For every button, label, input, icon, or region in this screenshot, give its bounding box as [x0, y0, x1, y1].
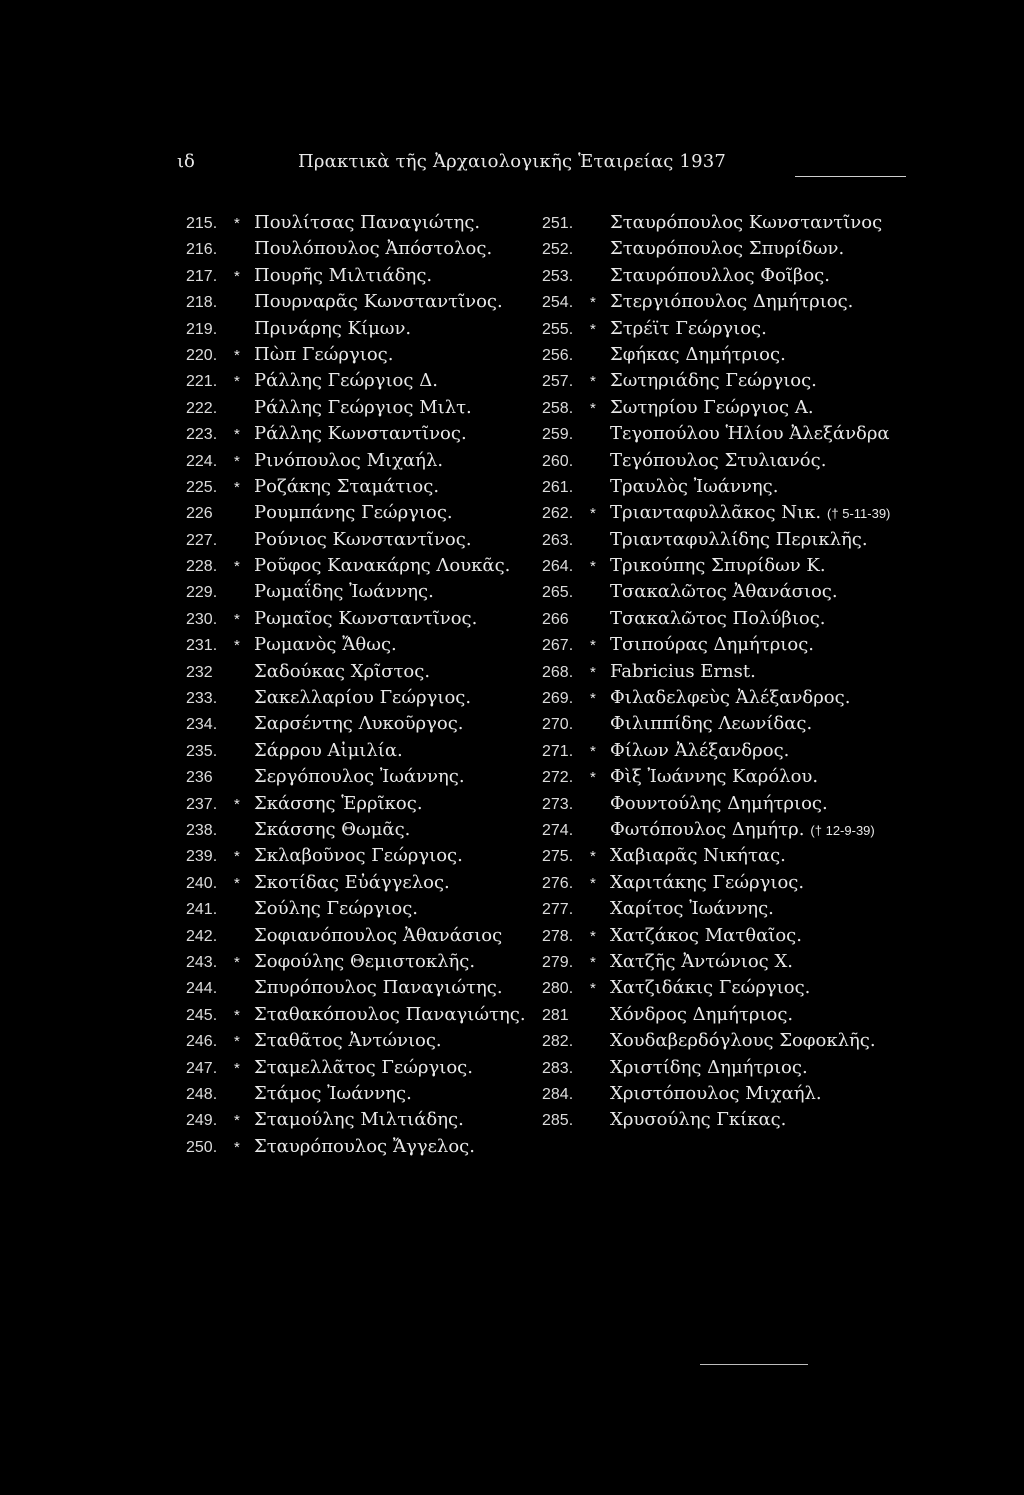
member-name: Ρωμανὸς Ἄθως.: [254, 634, 397, 656]
member-name: Πὼπ Γεώργιος.: [254, 343, 394, 365]
member-name: Στάμος Ἰωάννης.: [254, 1082, 412, 1104]
member-entry: [186, 316, 536, 342]
member-entry: [186, 923, 536, 949]
member-list-right-column: [542, 210, 912, 1134]
member-entry: [542, 949, 912, 975]
asterisk-mark: *: [234, 637, 240, 655]
entry-number: 252.: [542, 241, 574, 259]
member-entry: [542, 711, 912, 737]
member-entry: [542, 817, 912, 843]
member-entry: [542, 579, 912, 605]
member-entry: [186, 474, 536, 500]
member-name: Χατζιδάκις Γεώργιος.: [610, 977, 811, 999]
member-entry: [186, 395, 536, 421]
member-entry: [542, 685, 912, 711]
member-name: Σταθᾶτος Ἀντώνιος.: [254, 1030, 442, 1052]
member-name: Τριανταφυλλίδης Περικλῆς.: [610, 528, 868, 550]
entry-number: 228.: [186, 558, 218, 576]
entry-number: 261.: [542, 478, 574, 496]
entry-number: 239.: [186, 848, 218, 866]
entry-number: 234.: [186, 716, 218, 734]
member-name: Ράλλης Γεώργιος Δ.: [254, 370, 438, 392]
member-name: Σούλης Γεώργιος.: [254, 898, 419, 920]
member-name: Χαριτάκης Γεώργιος.: [610, 871, 805, 893]
member-name: Ρωμαΐδης Ἰωάννης.: [254, 581, 434, 603]
entry-number: 232: [186, 663, 213, 681]
member-entry: [542, 1107, 912, 1133]
member-entry: [186, 1002, 536, 1028]
member-entry: [186, 421, 536, 447]
entry-number: 215.: [186, 215, 218, 232]
footer-rule: [700, 1364, 808, 1365]
entry-number: 221.: [186, 373, 218, 391]
member-name: Ράλλης Κωνσταντῖνος.: [254, 423, 467, 445]
page-number: ιδ: [177, 151, 195, 172]
asterisk-mark: *: [234, 610, 240, 628]
member-name: Σκοτίδας Εὐάγγελος.: [254, 871, 450, 893]
member-entry: [186, 738, 536, 764]
asterisk-mark: *: [234, 346, 240, 364]
member-name: Σαδούκας Χρῖστος.: [254, 660, 431, 682]
entry-number: 274.: [542, 821, 574, 839]
entry-number: 224.: [186, 452, 218, 470]
member-name: Τραυλὸς Ἰωάννης.: [610, 475, 779, 497]
asterisk-mark: *: [590, 373, 596, 391]
asterisk-mark: *: [590, 637, 596, 655]
entry-number: 238.: [186, 821, 218, 839]
member-name: Τριανταφυλλᾶκος Νικ.: [610, 502, 822, 524]
member-entry: [186, 1107, 536, 1133]
member-name: Φίλων Ἀλέξανδρος.: [610, 739, 790, 761]
member-entry: [186, 843, 536, 869]
member-entry: [542, 606, 912, 632]
member-entry: [186, 791, 536, 817]
asterisk-mark: *: [590, 848, 596, 866]
asterisk-mark: *: [234, 1138, 240, 1156]
entry-number: 255.: [542, 320, 574, 338]
member-name: Ροζάκης Σταμάτιος.: [254, 475, 440, 497]
member-entry: [542, 923, 912, 949]
member-name: Σκάσσης Ἑρρῖκος.: [254, 792, 423, 814]
member-entry: [186, 1028, 536, 1054]
entry-number: 278.: [542, 927, 574, 945]
asterisk-mark: *: [234, 874, 240, 892]
member-name: Χόνδρος Δημήτριος.: [610, 1003, 794, 1025]
asterisk-mark: *: [234, 1112, 240, 1130]
member-name: Σταυρόπουλος Κωνσταντῖνος: [610, 212, 883, 233]
entry-number: 250.: [186, 1138, 218, 1156]
member-entry: [186, 236, 536, 262]
asterisk-mark: *: [234, 1059, 240, 1077]
member-entry: [542, 342, 912, 368]
member-entry: [542, 289, 912, 315]
entry-number: 264.: [542, 558, 574, 576]
member-entry: [542, 738, 912, 764]
member-entry: [186, 870, 536, 896]
entry-number: 243.: [186, 953, 218, 971]
member-entry: [186, 1134, 536, 1160]
asterisk-mark: *: [590, 953, 596, 971]
entry-number: 268.: [542, 663, 574, 681]
asterisk-mark: *: [590, 769, 596, 787]
member-name: Χαρίτος Ἰωάννης.: [610, 898, 774, 920]
entry-number: 216.: [186, 241, 218, 259]
member-entry: [542, 210, 912, 236]
entry-number: 263.: [542, 531, 574, 549]
member-entry: [186, 1055, 536, 1081]
member-name: Σωτηριάδης Γεώργιος.: [610, 370, 817, 392]
entry-number: 235.: [186, 742, 218, 760]
entry-number: 281: [542, 1006, 569, 1024]
asterisk-mark: *: [590, 399, 596, 417]
member-entry: [542, 368, 912, 394]
member-entry: [186, 448, 536, 474]
entry-number: 227.: [186, 531, 218, 549]
asterisk-mark: *: [590, 927, 596, 945]
running-head: Πρακτικὰ τῆς Ἀρχαιολογικῆς Ἑταιρείας 1937: [297, 151, 727, 172]
member-entry: [542, 632, 912, 658]
member-name: Σοφιανόπουλος Ἀθανάσιος: [254, 924, 503, 946]
member-name: Πουλίτσας Παναγιώτης.: [254, 212, 481, 233]
member-entry: [186, 949, 536, 975]
asterisk-mark: *: [234, 953, 240, 971]
entry-number: 246.: [186, 1033, 218, 1051]
entry-number: 257.: [542, 373, 574, 391]
member-name: Χριστόπουλος Μιχαήλ.: [610, 1082, 822, 1104]
asterisk-mark: *: [590, 663, 596, 681]
entry-number: 262.: [542, 505, 574, 523]
member-entry: [542, 500, 912, 526]
member-entry: [542, 1028, 912, 1054]
member-name: Χαβιαρᾶς Νικήτας.: [610, 845, 786, 867]
member-name: Σεργόπουλος Ἰωάννης.: [254, 766, 465, 788]
asterisk-mark: *: [234, 795, 240, 813]
entry-number: 247.: [186, 1059, 218, 1077]
entry-number: 258.: [542, 399, 574, 417]
entry-number: 245.: [186, 1006, 218, 1024]
member-name: Σακελλαρίου Γεώργιος.: [254, 687, 472, 709]
asterisk-mark: *: [234, 558, 240, 576]
member-name: Σάρρου Αἰμιλία.: [254, 739, 403, 761]
asterisk-mark: *: [234, 478, 240, 496]
member-entry: [542, 474, 912, 500]
member-entry: [542, 1055, 912, 1081]
death-date-note: († 12-9-39): [810, 822, 875, 838]
entry-number: 231.: [186, 637, 218, 655]
entry-number: 236: [186, 769, 213, 787]
asterisk-mark: *: [590, 980, 596, 998]
entry-number: 277.: [542, 901, 574, 919]
header-rule: [795, 176, 906, 177]
member-entry: [186, 659, 536, 685]
member-entry: [542, 1002, 912, 1028]
member-name: Σταθακόπουλος Παναγιώτης.: [254, 1003, 526, 1025]
member-name: Τσακαλῶτος Πολύβιος.: [610, 607, 826, 629]
member-entry: [186, 553, 536, 579]
member-entry: [542, 896, 912, 922]
member-entry: [186, 289, 536, 315]
member-entry: [542, 448, 912, 474]
member-entry: [186, 632, 536, 658]
asterisk-mark: *: [234, 452, 240, 470]
entry-number: 226: [186, 505, 213, 523]
member-name: Φιλιππίδης Λεωνίδας.: [610, 713, 813, 735]
entry-number: 253.: [542, 267, 574, 285]
member-entry: [186, 368, 536, 394]
asterisk-mark: *: [234, 1006, 240, 1024]
asterisk-mark: *: [234, 426, 240, 444]
member-name: Πουρναρᾶς Κωνσταντῖνος.: [254, 291, 503, 313]
member-entry: [542, 395, 912, 421]
member-entry: [542, 870, 912, 896]
member-entry: [186, 263, 536, 289]
entry-number: 254.: [542, 294, 574, 312]
member-name: Σοφούλης Θεμιστοκλῆς.: [254, 950, 476, 972]
member-name: Χρυσούλης Γκίκας.: [610, 1109, 787, 1131]
entry-number: 267.: [542, 637, 574, 655]
asterisk-mark: *: [234, 215, 240, 232]
entry-number: 279.: [542, 953, 574, 971]
member-entry: [542, 764, 912, 790]
member-list-left-column: [186, 210, 536, 1160]
member-entry: [186, 210, 536, 236]
entry-number: 269.: [542, 690, 574, 708]
asterisk-mark: *: [234, 1033, 240, 1051]
entry-number: 285.: [542, 1112, 574, 1130]
entry-number: 251.: [542, 215, 574, 232]
entry-number: 271.: [542, 742, 574, 760]
entry-number: 220.: [186, 346, 218, 364]
entry-number: 229.: [186, 584, 218, 602]
member-name: Τεγόπουλος Στυλιανός.: [610, 449, 827, 471]
member-name: Φὶξ Ἰωάννης Καρόλου.: [610, 766, 819, 788]
member-entry: [186, 764, 536, 790]
entry-number: 244.: [186, 980, 218, 998]
member-name: Σφήκας Δημήτριος.: [610, 343, 786, 365]
member-name: Φιλαδελφεὺς Ἀλέξανδρος.: [610, 687, 851, 709]
member-name: Χριστίδης Δημήτριος.: [610, 1056, 808, 1078]
member-name: Φουντούλης Δημήτριος.: [610, 792, 828, 814]
member-entry: [186, 500, 536, 526]
entry-number: 218.: [186, 294, 218, 312]
member-name: Ρινόπουλος Μιχαήλ.: [254, 449, 444, 471]
member-name: Πρινάρης Κίμων.: [254, 317, 412, 339]
member-entry: [542, 659, 912, 685]
member-entry: [542, 236, 912, 262]
entry-number: 283.: [542, 1059, 574, 1077]
entry-number: 242.: [186, 927, 218, 945]
member-entry: [186, 342, 536, 368]
entry-number: 222.: [186, 399, 218, 417]
entry-number: 248.: [186, 1085, 218, 1103]
entry-number: 230.: [186, 610, 218, 628]
entry-number: 282.: [542, 1033, 574, 1051]
member-name: Σαρσέντης Λυκοῦργος.: [254, 713, 464, 735]
member-entry: [542, 527, 912, 553]
member-entry: [542, 263, 912, 289]
asterisk-mark: *: [234, 373, 240, 391]
asterisk-mark: *: [590, 294, 596, 312]
member-entry: [542, 553, 912, 579]
member-name: Πουλόπουλος Ἀπόστολος.: [254, 238, 493, 260]
member-name: Ρωμαῖος Κωνσταντῖνος.: [254, 607, 478, 629]
member-entry: [542, 791, 912, 817]
member-entry: [542, 975, 912, 1001]
member-entry: [186, 579, 536, 605]
entry-number: 272.: [542, 769, 574, 787]
entry-number: 237.: [186, 795, 218, 813]
entry-number: 241.: [186, 901, 218, 919]
asterisk-mark: *: [234, 267, 240, 285]
entry-number: 275.: [542, 848, 574, 866]
entry-number: 259.: [542, 426, 574, 444]
member-name: Ράλλης Γεώργιος Μιλτ.: [254, 396, 472, 418]
member-name: Σταυρόπουλος Ἄγγελος.: [254, 1135, 475, 1157]
member-entry: [542, 421, 912, 447]
member-entry: [542, 843, 912, 869]
entry-number: 280.: [542, 980, 574, 998]
member-name: Χατζάκος Ματθαῖος.: [610, 924, 802, 946]
member-entry: [186, 527, 536, 553]
member-entry: [186, 606, 536, 632]
member-entry: [542, 1081, 912, 1107]
member-name: Σωτηρίου Γεώργιος Α.: [610, 396, 814, 418]
member-name: Χουδαβερδόγλους Σοφοκλῆς.: [610, 1030, 876, 1052]
member-name: Σταμούλης Μιλτιάδης.: [254, 1109, 464, 1131]
member-name: Ρούνιος Κωνσταντῖνος.: [254, 528, 472, 550]
member-entry: [186, 817, 536, 843]
member-name: Ροῦφος Κανακάρης Λουκᾶς.: [254, 555, 511, 577]
member-entry: [186, 685, 536, 711]
asterisk-mark: *: [590, 505, 596, 523]
member-name: Σπυρόπουλος Παναγιώτης.: [254, 977, 503, 999]
member-name: Τσακαλῶτος Ἀθανάσιος.: [610, 581, 838, 603]
member-name: Τεγοπούλου Ἡλίου Ἀλεξάνδρα: [610, 423, 890, 445]
entry-number: 265.: [542, 584, 574, 602]
member-name: Σκάσσης Θωμᾶς.: [254, 818, 411, 840]
member-entry: [186, 975, 536, 1001]
member-name: Στεργιόπουλος Δημήτριος.: [610, 291, 854, 313]
asterisk-mark: *: [590, 690, 596, 708]
asterisk-mark: *: [234, 848, 240, 866]
member-entry: [186, 896, 536, 922]
member-name: Τρικούπης Σπυρίδων Κ.: [610, 555, 826, 577]
member-name: Στρέϊτ Γεώργιος.: [610, 317, 767, 339]
member-name: Fabricius Ernst.: [610, 660, 756, 682]
entry-number: 284.: [542, 1085, 574, 1103]
member-entry: [186, 711, 536, 737]
member-name: Ρουμπάνης Γεώργιος.: [254, 502, 453, 524]
entry-number: 276.: [542, 874, 574, 892]
death-date-note: († 5-11-39): [827, 506, 891, 522]
member-name: Τσιπούρας Δημήτριος.: [610, 634, 815, 656]
entry-number: 233.: [186, 690, 218, 708]
member-entry: [186, 1081, 536, 1107]
entry-number: 223.: [186, 426, 218, 444]
member-name: Σκλαβοῦνος Γεώργιος.: [254, 845, 463, 867]
asterisk-mark: *: [590, 742, 596, 760]
member-name: Σταυρόπουλλος Φοῖβος.: [610, 264, 830, 286]
member-name: Σταμελλᾶτος Γεώργιος.: [254, 1056, 473, 1078]
entry-number: 225.: [186, 478, 218, 496]
entry-number: 273.: [542, 795, 574, 813]
member-entry: [542, 316, 912, 342]
member-name: Πουρῆς Μιλτιάδης.: [254, 264, 433, 286]
entry-number: 260.: [542, 452, 574, 470]
entry-number: 266: [542, 610, 569, 628]
entry-number: 219.: [186, 320, 218, 338]
asterisk-mark: *: [590, 320, 596, 338]
entry-number: 249.: [186, 1112, 218, 1130]
member-name: Σταυρόπουλος Σπυρίδων.: [610, 238, 845, 260]
member-name: Φωτόπουλος Δημήτρ.: [610, 818, 805, 840]
entry-number: 256.: [542, 346, 574, 364]
entry-number: 270.: [542, 716, 574, 734]
asterisk-mark: *: [590, 558, 596, 576]
member-name: Χατζῆς Ἀντώνιος Χ.: [610, 950, 794, 972]
entry-number: 217.: [186, 267, 218, 285]
entry-number: 240.: [186, 874, 218, 892]
asterisk-mark: *: [590, 874, 596, 892]
